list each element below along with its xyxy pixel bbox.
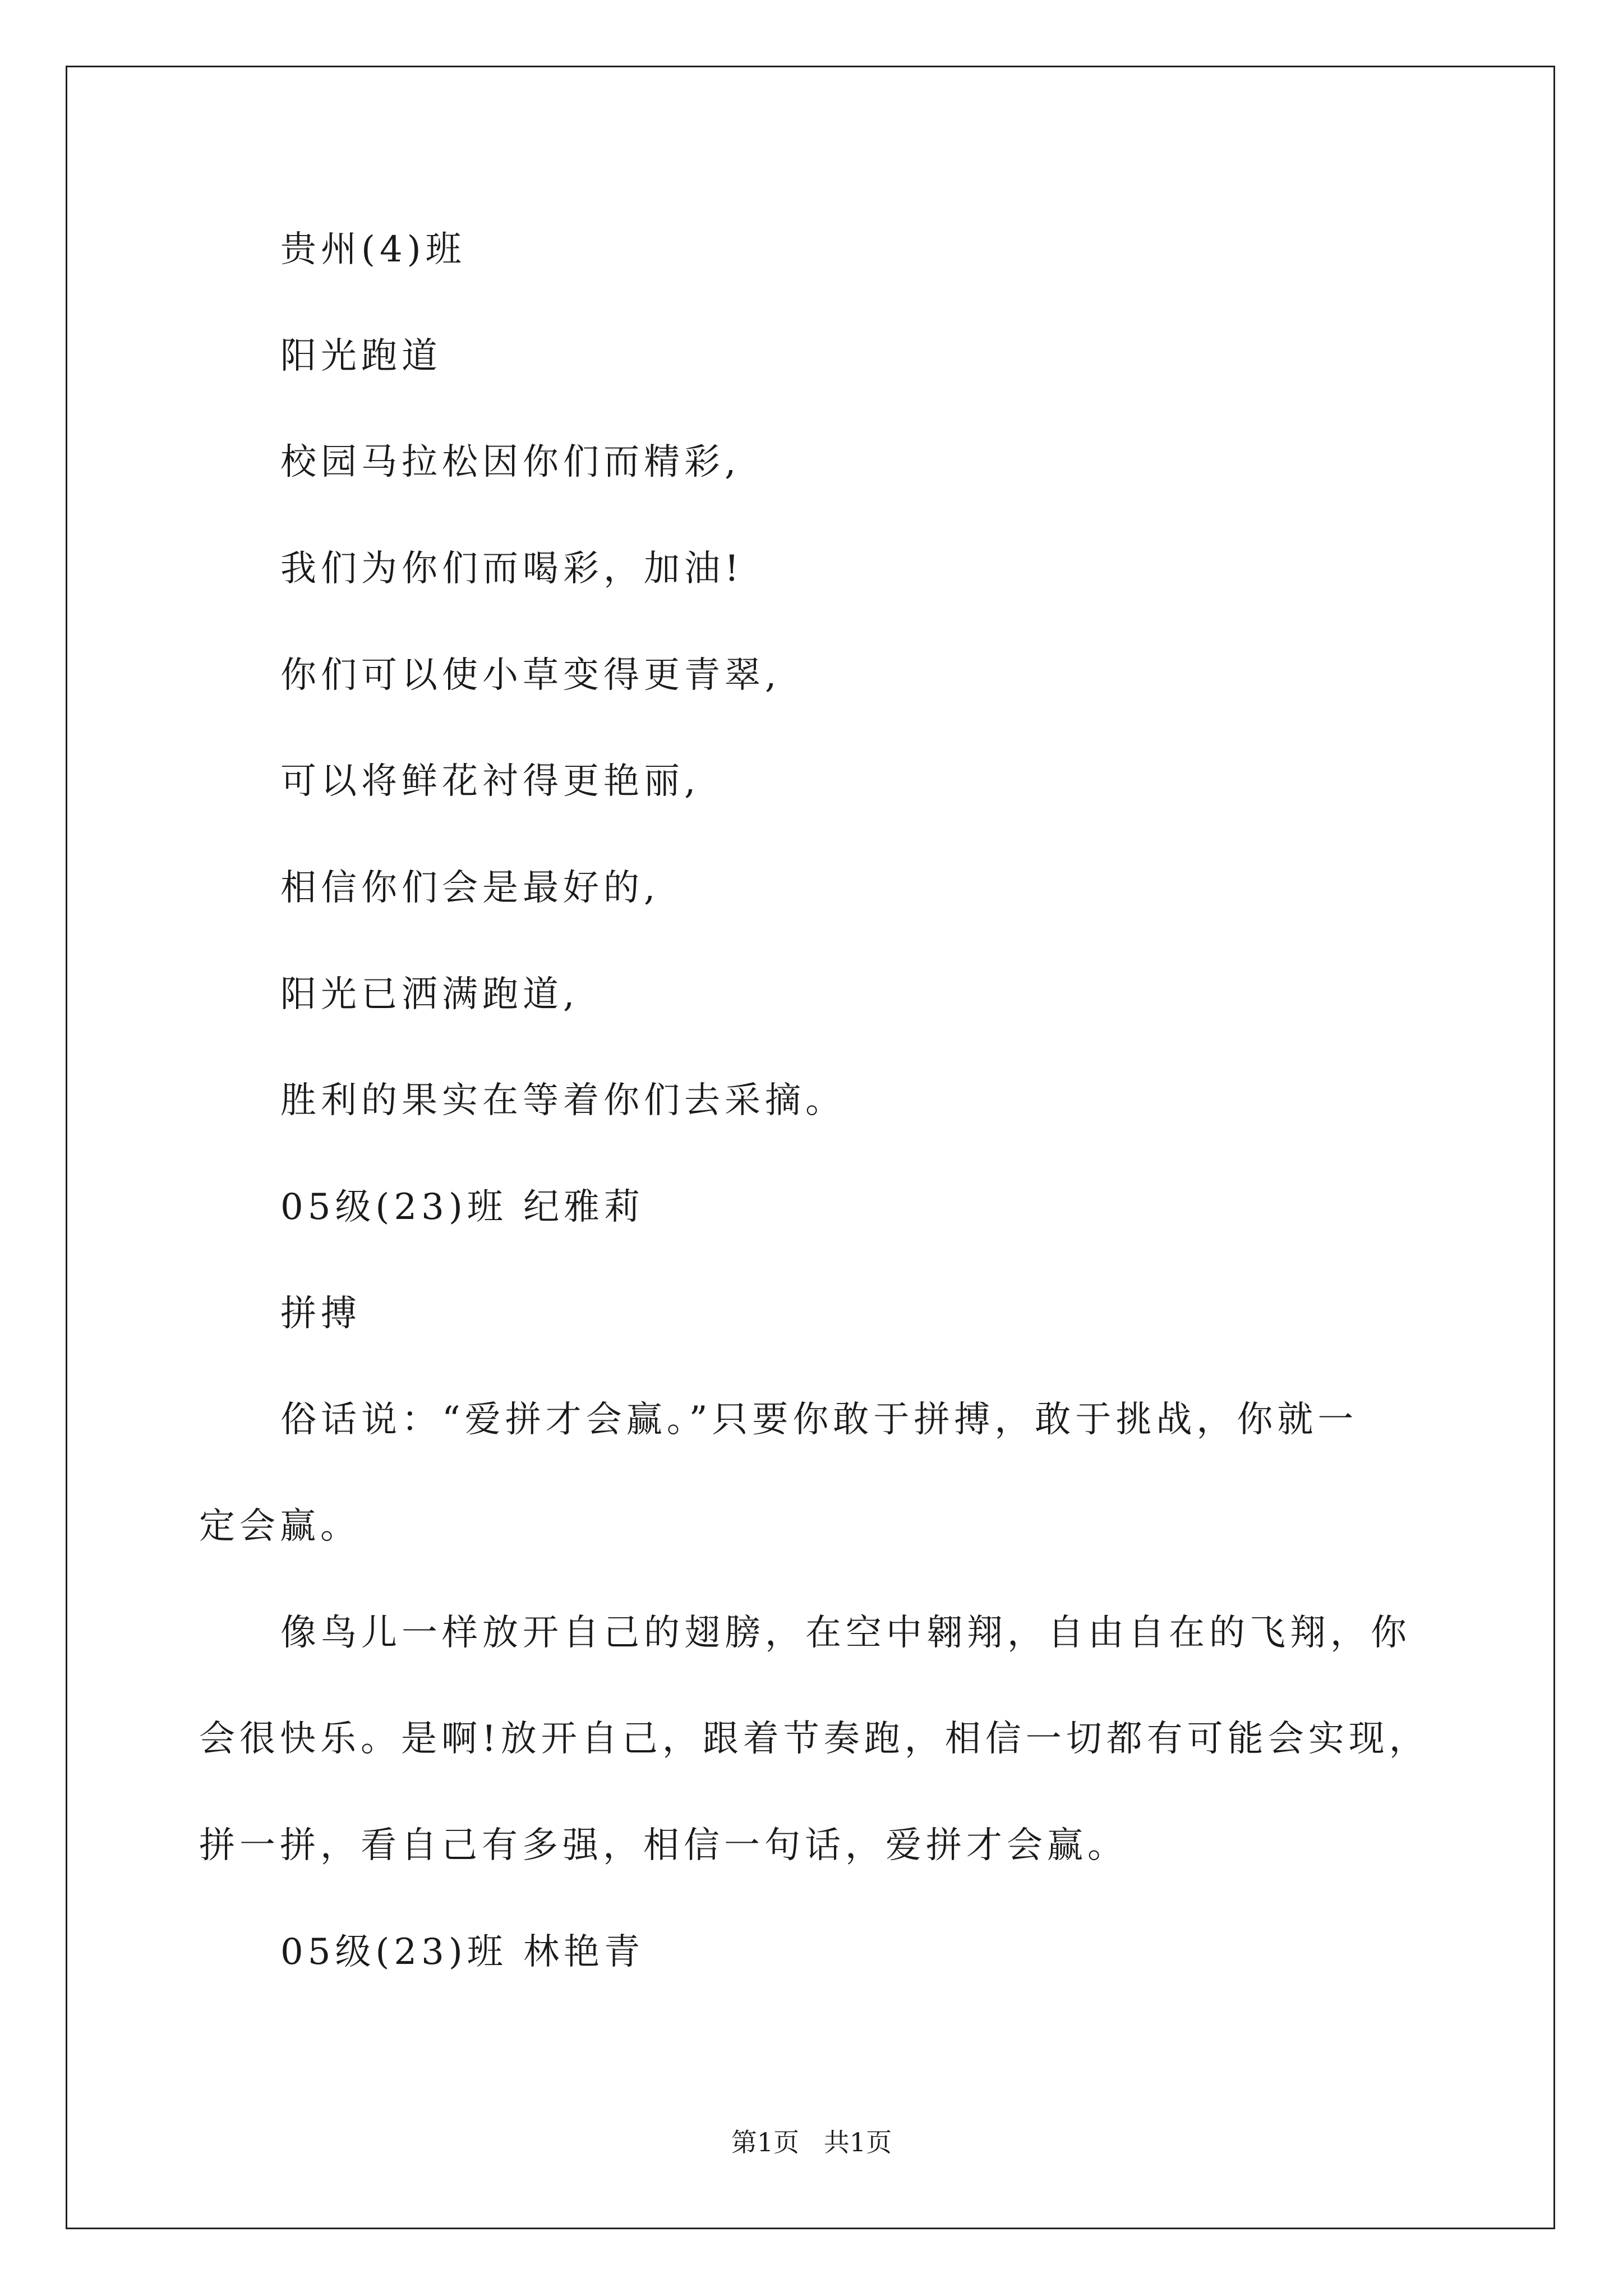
poem-line: 可以将鲜花衬得更艳丽, [280, 761, 700, 802]
poem-line: 阳光已洒满跑道, [280, 974, 579, 1015]
paragraph-line: 拼一拼，看自己有多强，相信一句话，爱拼才会赢。 [199, 1825, 1128, 1866]
paragraph-line: 定会赢。 [199, 1506, 361, 1547]
page-number-footer: 第1页 共1页 [731, 2127, 892, 2157]
poem-line: 你们可以使小草变得更青翠, [280, 655, 781, 696]
poem-line: 校园马拉松因你们而精彩, [280, 441, 741, 483]
class-label-guizhou: 贵州(4)班 [280, 229, 466, 270]
author-signature: 05级(23)班 纪雅莉 [280, 1186, 645, 1228]
paragraph-line: 像鸟儿一样放开自己的翅膀，在空中翱翔，自由自在的飞翔，你 [280, 1612, 1411, 1654]
essay-title-struggle: 拼搏 [280, 1293, 361, 1335]
page-border [66, 66, 1555, 2229]
poem-line: 我们为你们而喝彩，加油! [280, 548, 744, 590]
paragraph-line: 俗话说：“爱拼才会赢。”只要你敢于拼搏，敢于挑战，你就一 [280, 1399, 1358, 1441]
poem-title-sunny-track: 阳光跑道 [280, 335, 442, 377]
poem-line: 相信你们会是最好的, [280, 867, 660, 909]
poem-line: 胜利的果实在等着你们去采摘。 [280, 1080, 846, 1121]
paragraph-line: 会很快乐。是啊!放开自己，跟着节奏跑，相信一切都有可能会实现， [199, 1718, 1430, 1760]
author-signature: 05级(23)班 林艳青 [280, 1931, 645, 1973]
